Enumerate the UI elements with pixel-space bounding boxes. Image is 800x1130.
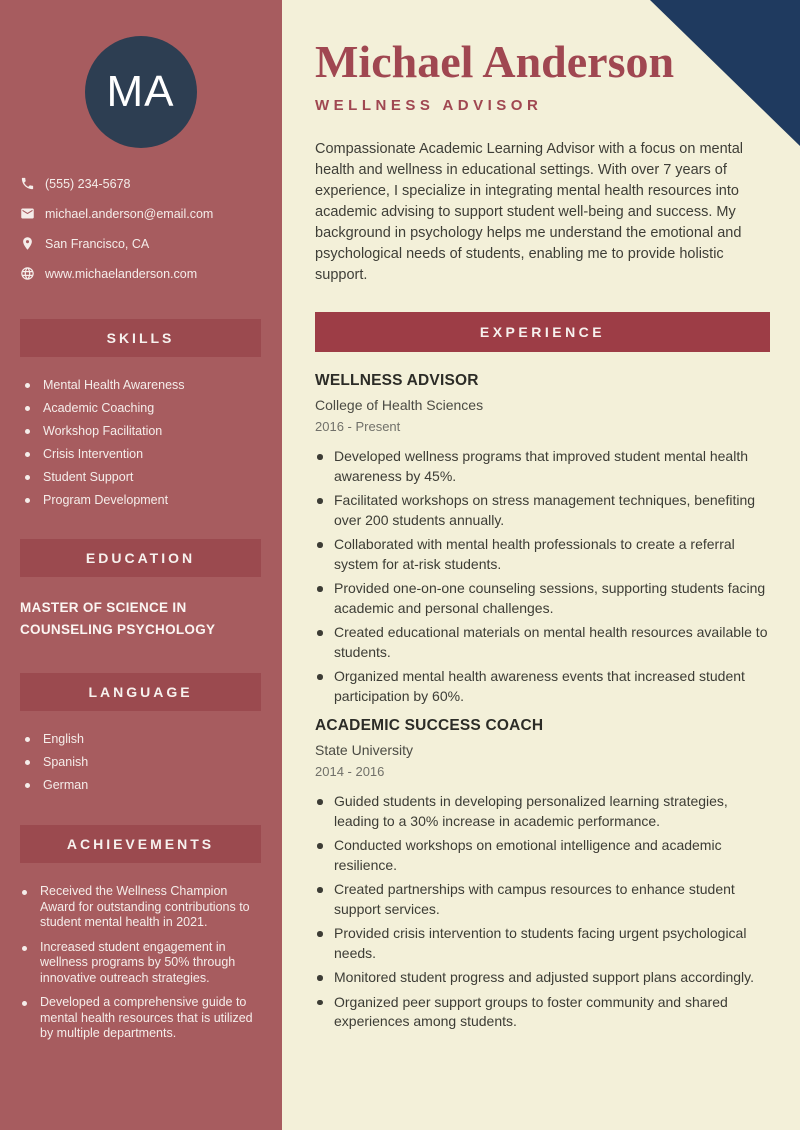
job-company: State University [315, 742, 414, 759]
experience-header-label: EXPERIENCE [479, 324, 606, 341]
email-icon [20, 206, 35, 221]
education-section-header [20, 539, 261, 577]
achievements-header-label: ACHIEVEMENTS [66, 836, 215, 853]
job-dates: 2016 - Present [315, 419, 401, 435]
job-bullet: Created partnerships with campus resources to enhance student support services. [315, 880, 770, 919]
job-bullet: Organized peer support groups to foster community and shared experiences among students. [315, 993, 770, 1032]
achievements-list [20, 884, 261, 1042]
education-header-label: EDUCATION [85, 550, 196, 566]
skill-item: Crisis Intervention [25, 448, 261, 461]
contact-phone [20, 176, 261, 191]
skill-item: Student Support [25, 471, 261, 484]
language-item: English [25, 733, 261, 746]
job-bullet: Organized mental health awareness events that increased student participation by 60%. [315, 667, 770, 706]
job-bullet: Provided crisis intervention to students facing urgent psychological needs. [315, 924, 770, 963]
job-bullet: Provided one-on-one counseling sessions, supporting students facing academic and personal challenges. [315, 579, 770, 618]
contact-email [20, 206, 261, 221]
job-bullet: Conducted workshops on emotional intelligence and academic resilience. [315, 836, 770, 875]
contact-location-text: San Francisco, CA [45, 236, 150, 251]
language-section-header [20, 673, 261, 711]
job-title: WELLNESS ADVISOR [315, 372, 479, 390]
language-list [20, 733, 261, 792]
job-bullet-list [315, 792, 770, 1032]
location-pin-icon [20, 236, 35, 251]
language-item: German [25, 779, 261, 792]
contact-website-text: www.michaelanderson.com [45, 266, 198, 281]
contact-phone-text: (555) 234-5678 [45, 176, 131, 191]
education-degree: MASTER OF SCIENCE IN COUNSELING PSYCHOLOGY [20, 600, 216, 637]
job-bullet: Monitored student progress and adjusted support plans accordingly. [315, 968, 770, 988]
achievements-section-header [20, 825, 261, 863]
job-bullet: Facilitated workshops on stress management techniques, benefiting over 200 students annually. [315, 491, 770, 530]
sidebar [0, 0, 282, 1130]
skills-section-header [20, 319, 261, 357]
person-name: Michael Anderson [315, 36, 675, 87]
achievement-item: Increased student engagement in wellness programs by 50% through innovative outreach strategies. [22, 940, 261, 987]
person-job-title: WELLNESS ADVISOR [315, 97, 543, 115]
avatar [85, 36, 197, 148]
avatar-initials: MA [106, 67, 175, 116]
globe-icon [20, 266, 35, 281]
contact-email-text: michael.anderson@email.com [45, 206, 214, 221]
summary-paragraph: Compassionate Academic Learning Advisor with a focus on mental health and wellness in educational settings. With over 7 years of experience, I specialize in integrating mental health resources into academic advising to support student well-being and success. My background in psychology helps me understand the emotional and psychological needs of students, enabling me to provide holistic support. [315, 141, 743, 284]
skill-item: Mental Health Awareness [25, 379, 261, 392]
achievement-item: Received the Wellness Champion Award for outstanding contributions to student mental health in 2021. [22, 884, 261, 931]
skill-item: Academic Coaching [25, 402, 261, 415]
phone-icon [20, 176, 35, 191]
job-dates: 2014 - 2016 [315, 764, 385, 780]
job-title: ACADEMIC SUCCESS COACH [315, 717, 544, 735]
achievement-item: Developed a comprehensive guide to mental health resources that is utilized by multiple departments. [22, 995, 261, 1042]
skill-item: Workshop Facilitation [25, 425, 261, 438]
job-bullet: Developed wellness programs that improved student mental health awareness by 45%. [315, 447, 770, 486]
experience-section-header [315, 312, 770, 352]
skills-header-label: SKILLS [106, 330, 175, 346]
job-bullet: Collaborated with mental health professionals to create a referral system for at-risk students. [315, 535, 770, 574]
contact-website [20, 266, 261, 281]
job-bullet: Guided students in developing personalized learning strategies, leading to a 30% increase in academic performance. [315, 792, 770, 831]
language-header-label: LANGUAGE [88, 684, 193, 701]
experience-entry-1 [315, 372, 770, 706]
main-content [282, 0, 800, 1130]
skills-list [20, 379, 261, 507]
experience-entry-2 [315, 717, 770, 1032]
contact-list [20, 176, 261, 281]
job-bullet-list [315, 447, 770, 706]
contact-location [20, 236, 261, 251]
job-company: College of Health Sciences [315, 397, 484, 414]
skill-item: Program Development [25, 494, 261, 507]
language-item: Spanish [25, 756, 261, 769]
job-bullet: Created educational materials on mental health resources available to students. [315, 623, 770, 662]
